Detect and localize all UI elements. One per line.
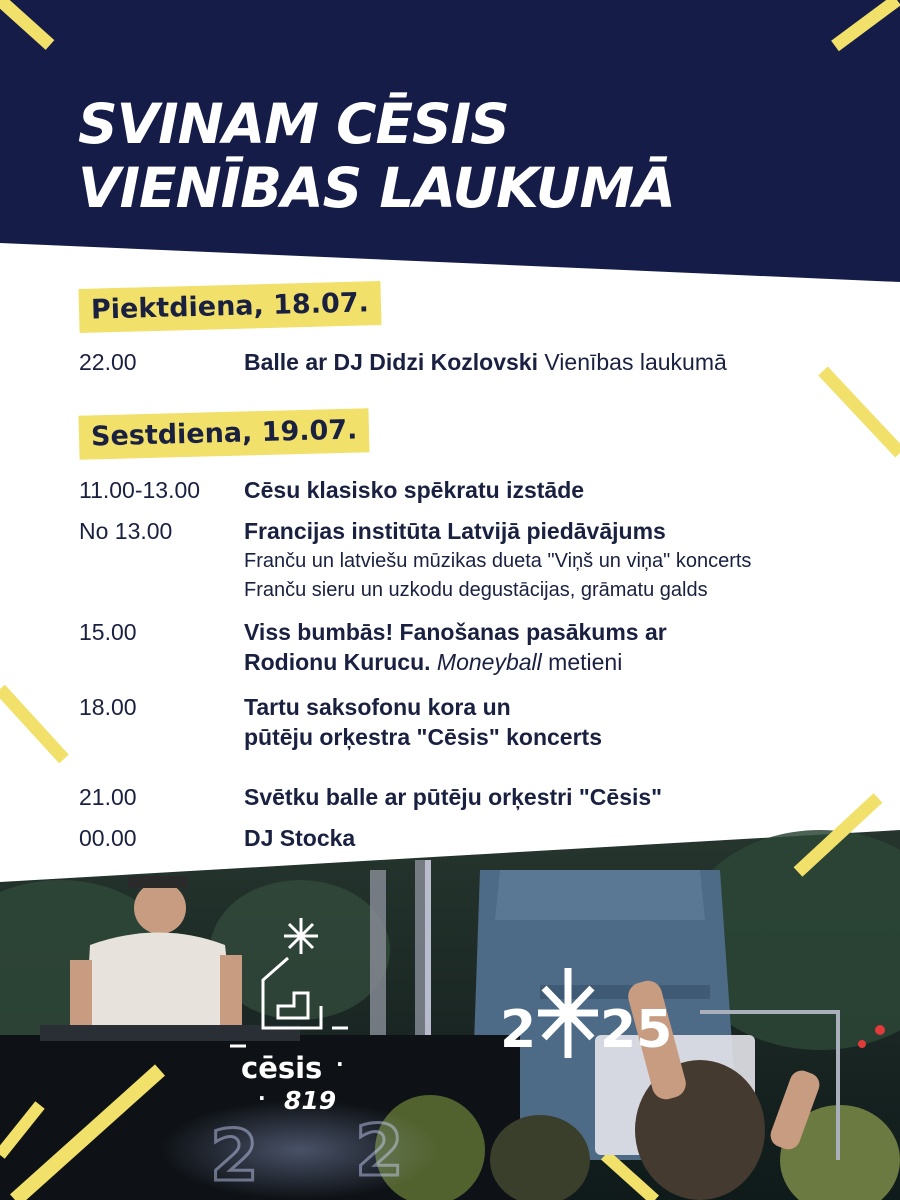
asterisk-icon — [538, 968, 598, 1058]
cesis-logo-number: 819 — [284, 1086, 337, 1115]
event-time: 18.00 — [79, 694, 137, 720]
event-title: Francijas institūta Latvijā piedāvājums — [244, 518, 666, 544]
event-description — [244, 617, 884, 677]
decor-stripe — [0, 1100, 45, 1160]
year-logo-left: 2 — [500, 1000, 537, 1060]
cesis-logo-name: cēsis — [241, 1051, 323, 1085]
event-description — [244, 475, 884, 505]
cesis-logo-dot: · — [258, 1086, 266, 1110]
event-title-line-2: Rodionu Kurucu. — [244, 649, 431, 675]
event-title-line-1: Viss bumbās! Fanošanas pasākums ar — [244, 619, 667, 645]
title-line-2: VIENĪBAS LAUKUMĀ — [78, 156, 675, 220]
event-time: 11.00-13.00 — [79, 477, 201, 503]
title-line-1: SVINAM CĒSIS — [78, 92, 509, 156]
event-description — [244, 782, 884, 812]
event-time: 00.00 — [79, 825, 137, 851]
event-title: Svētku balle ar pūtēju orķestri "Cēsis" — [244, 784, 663, 810]
decor-stripe — [0, 0, 70, 60]
svg-text:2: 2 — [355, 1110, 404, 1192]
event-time: No 13.00 — [79, 518, 173, 544]
event-time: 21.00 — [79, 784, 137, 810]
cesis-logo-icon — [228, 918, 358, 1068]
event-detail: Franču un latviešu mūzikas dueta "Viņš un viņa" koncerts — [244, 550, 752, 572]
event-description — [244, 516, 884, 605]
event-title-line-2: pūtēju orķestra "Cēsis" koncerts — [244, 724, 602, 750]
event-description — [244, 823, 884, 853]
svg-text:2: 2 — [210, 1115, 259, 1197]
day-label-saturday: Sestdiena, 19.07. — [78, 408, 369, 460]
day-label-friday: Piektdiena, 18.07. — [78, 281, 381, 333]
event-title: DJ Stocka — [244, 825, 356, 851]
cesis-logo-dot: · — [336, 1052, 344, 1076]
event-time: 15.00 — [79, 619, 137, 645]
decor-stripe — [0, 685, 75, 770]
event-extra: metieni — [548, 649, 623, 675]
event-description — [244, 692, 884, 752]
event-title: Balle ar DJ Didzi Kozlovski — [244, 349, 538, 375]
decor-stripe — [825, 0, 900, 60]
event-description — [244, 347, 884, 377]
event-title: Cēsu klasisko spēkratu izstāde — [244, 477, 585, 503]
event-place: Vienības laukumā — [544, 349, 727, 375]
poster-title — [78, 92, 675, 220]
decor-stripe — [815, 365, 900, 465]
decor-stripe — [600, 1155, 660, 1200]
event-time: 22.00 — [79, 349, 137, 375]
event-detail: Franču sieru un uzkodu degustācijas, grāmatu galds — [244, 579, 708, 601]
year-logo-right: 25 — [600, 1000, 673, 1060]
event-title-line-1: Tartu saksofonu kora un — [244, 694, 511, 720]
event-extra-italic: Moneyball — [436, 649, 542, 675]
